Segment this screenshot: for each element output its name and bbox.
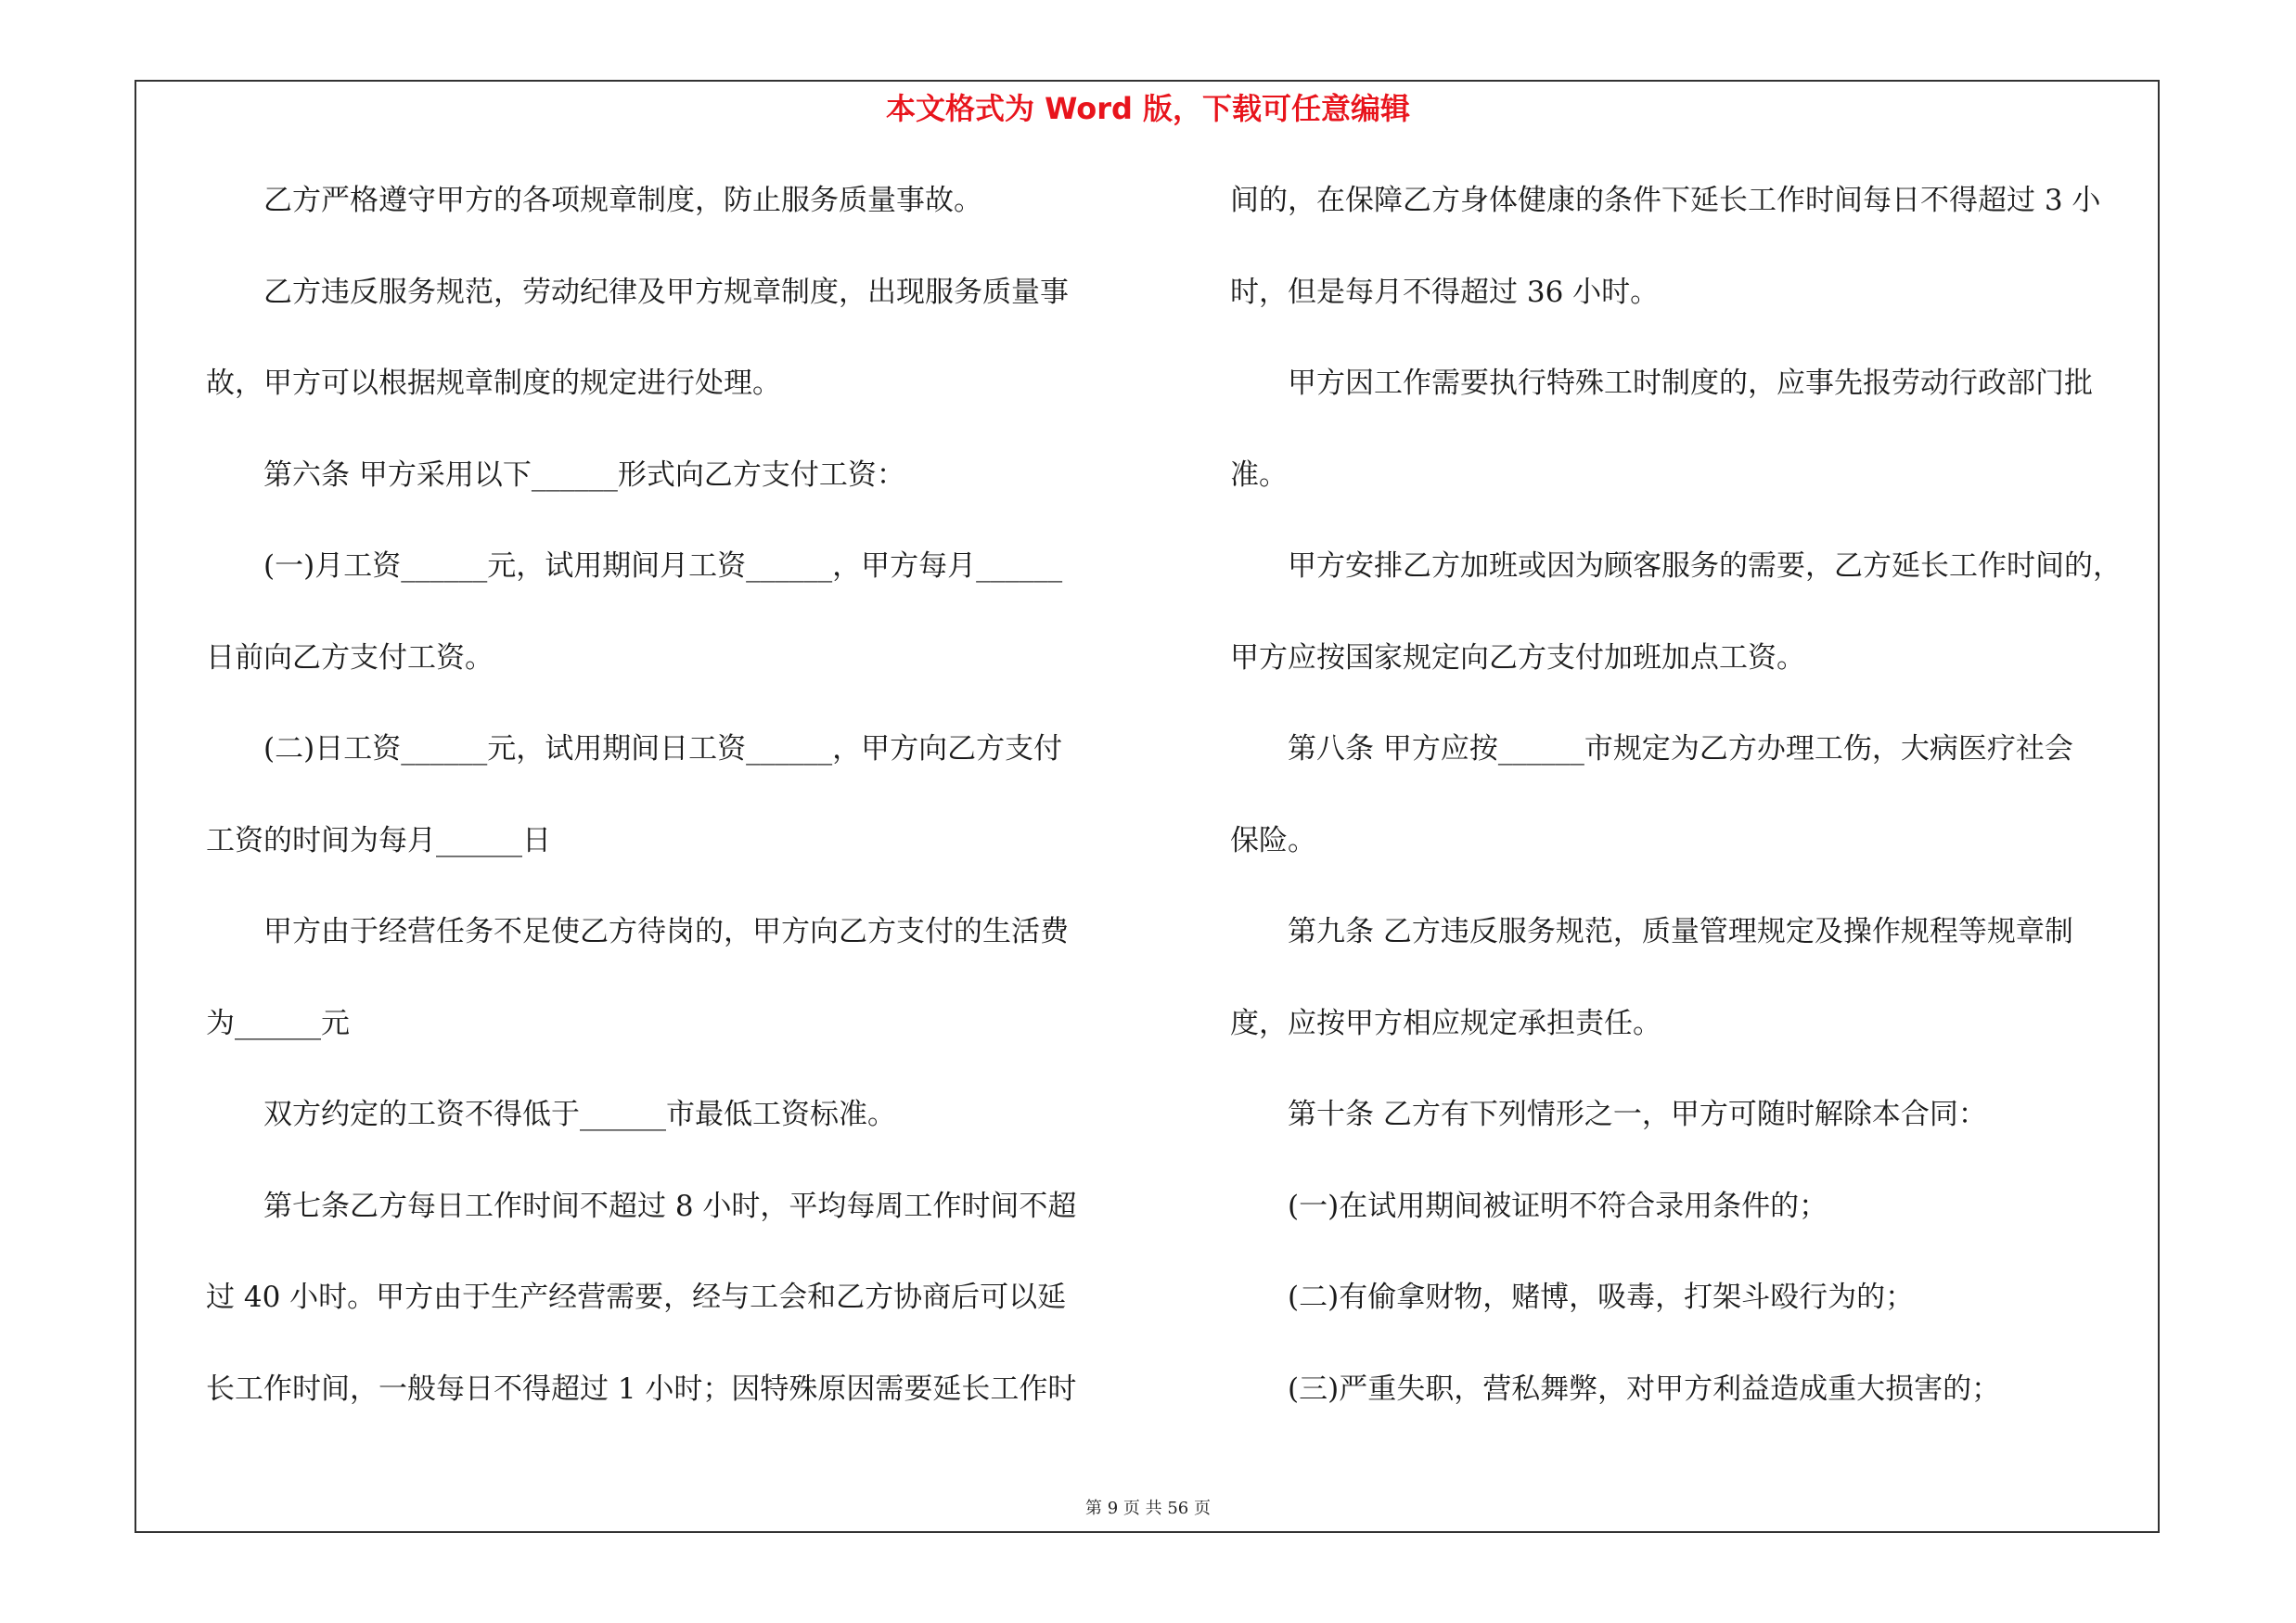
text-line: 工资的时间为每月______日 <box>206 824 551 857</box>
text-line: 甲方应按国家规定向乙方支付加班加点工资。 <box>1230 641 1805 675</box>
page-number-footer: 第 9 页 共 56 页 <box>1085 1499 1211 1518</box>
text-line: 双方约定的工资不得低于______市最低工资标准。 <box>206 1098 896 1131</box>
text-line: 为______元 <box>206 1007 350 1040</box>
text-line: 时，但是每月不得超过 36 小时。 <box>1230 276 1660 309</box>
text-line: (二)日工资______元，试用期间日工资______，甲方向乙方支付 <box>206 732 1063 766</box>
text-line: 甲方由于经营任务不足使乙方待岗的，甲方向乙方支付的生活费 <box>206 915 1069 948</box>
text-line: 第六条 甲方采用以下______形式向乙方支付工资： <box>206 458 905 492</box>
text-line: 第八条 甲方应按______市规定为乙方办理工伤，大病医疗社会 <box>1230 732 2073 766</box>
text-line: 长工作时间，一般每日不得超过 1 小时；因特殊原因需要延长工作时 <box>206 1372 1077 1406</box>
text-line: 乙方严格遵守甲方的各项规章制度，防止服务质量事故。 <box>206 184 982 217</box>
text-line: 保险。 <box>1230 824 1316 857</box>
text-line: 第七条乙方每日工作时间不超过 8 小时，平均每周工作时间不超 <box>206 1190 1077 1223</box>
text-line: (一)月工资______元，试用期间月工资______，甲方每月______ <box>206 549 1063 583</box>
text-line: 过 40 小时。甲方由于生产经营需要，经与工会和乙方协商后可以延 <box>206 1281 1067 1314</box>
text-line: 日前向乙方支付工资。 <box>206 641 494 675</box>
text-line: 间的，在保障乙方身体健康的条件下延长工作时间每日不得超过 3 小 <box>1230 184 2101 217</box>
text-line: 乙方违反服务规范，劳动纪律及甲方规章制度，出现服务质量事 <box>206 276 1069 309</box>
text-line: (二)有偷拿财物，赌博，吸毒，打架斗殴行为的； <box>1230 1281 1915 1314</box>
text-line: 第九条 乙方违反服务规范，质量管理规定及操作规程等规章制 <box>1230 915 2073 948</box>
text-line: (三)严重失职，营私舞弊，对甲方利益造成重大损害的； <box>1230 1372 2001 1406</box>
text-line: 甲方安排乙方加班或因为顾客服务的需要，乙方延长工作时间的， <box>1230 549 2122 583</box>
text-line: 准。 <box>1230 458 1288 492</box>
text-line: 故，甲方可以根据规章制度的规定进行处理。 <box>206 367 781 400</box>
text-line: 度，应按甲方相应规定承担责任。 <box>1230 1007 1661 1040</box>
text-line: 第十条 乙方有下列情形之一，甲方可随时解除本合同： <box>1230 1098 1987 1131</box>
text-line: (一)在试用期间被证明不符合录用条件的； <box>1230 1190 1828 1223</box>
format-notice-banner: 本文格式为 Word 版，下载可任意编辑 <box>885 91 1411 126</box>
text-line: 甲方因工作需要执行特殊工时制度的，应事先报劳动行政部门批 <box>1230 367 2093 400</box>
